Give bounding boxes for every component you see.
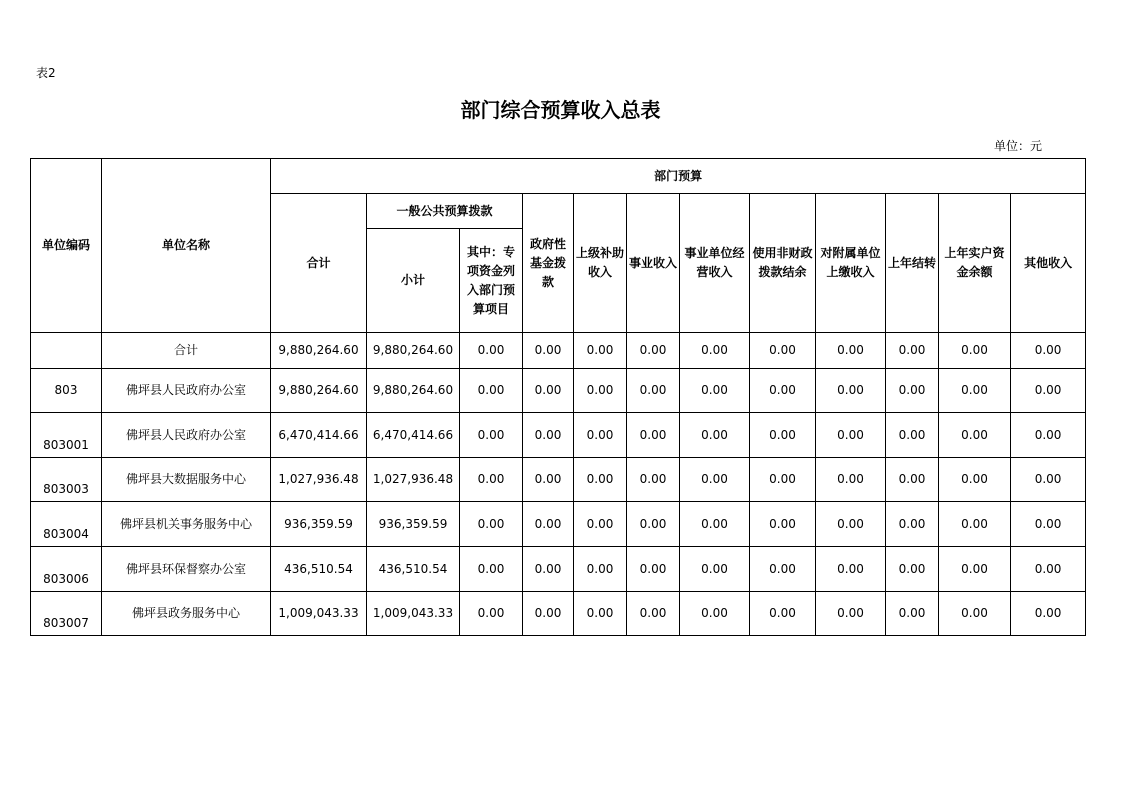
cell-business: 0.00	[627, 413, 680, 458]
cell-subtotal: 9,880,264.60	[367, 369, 460, 413]
cell-special: 0.00	[460, 502, 523, 547]
cell-unit-name: 佛坪县人民政府办公室	[102, 413, 271, 458]
header-last-year-carryover: 上年结转	[886, 194, 939, 333]
cell-carryover: 0.00	[886, 369, 939, 413]
cell-total: 1,027,936.48	[271, 458, 367, 502]
cell-carryover: 0.00	[886, 547, 939, 592]
cell-other: 0.00	[1011, 547, 1086, 592]
table-row	[31, 458, 1086, 502]
cell-business: 0.00	[627, 333, 680, 369]
header-affiliated-payment: 对附属单位上缴收入	[816, 194, 886, 333]
cell-superior: 0.00	[574, 458, 627, 502]
cell-superior: 0.00	[574, 333, 627, 369]
table-number: 表2	[36, 66, 56, 80]
table-row	[31, 333, 1086, 369]
cell-operating: 0.00	[680, 502, 750, 547]
table-row	[31, 369, 1086, 413]
cell-unit-code: 803003	[31, 458, 102, 502]
cell-gov-fund: 0.00	[523, 369, 574, 413]
cell-total: 9,880,264.60	[271, 369, 367, 413]
cell-unit-name: 佛坪县政务服务中心	[102, 592, 271, 636]
header-general-budget: 一般公共预算拨款	[367, 194, 523, 229]
cell-unit-name: 佛坪县环保督察办公室	[102, 547, 271, 592]
header-dept-budget: 部门预算	[271, 159, 1086, 194]
cell-gov-fund: 0.00	[523, 458, 574, 502]
cell-affiliated: 0.00	[816, 502, 886, 547]
cell-unit-code	[31, 333, 102, 369]
cell-other: 0.00	[1011, 369, 1086, 413]
cell-other: 0.00	[1011, 413, 1086, 458]
table-row	[31, 592, 1086, 636]
header-other-income: 其他收入	[1011, 194, 1086, 333]
cell-total: 436,510.54	[271, 547, 367, 592]
cell-non-fiscal: 0.00	[750, 547, 816, 592]
cell-carryover: 0.00	[886, 592, 939, 636]
cell-subtotal: 6,470,414.66	[367, 413, 460, 458]
table-row	[31, 547, 1086, 592]
cell-affiliated: 0.00	[816, 592, 886, 636]
cell-superior: 0.00	[574, 502, 627, 547]
cell-balance: 0.00	[939, 502, 1011, 547]
cell-superior: 0.00	[574, 592, 627, 636]
cell-affiliated: 0.00	[816, 413, 886, 458]
cell-affiliated: 0.00	[816, 369, 886, 413]
cell-business: 0.00	[627, 502, 680, 547]
cell-total: 1,009,043.33	[271, 592, 367, 636]
cell-carryover: 0.00	[886, 502, 939, 547]
cell-operating: 0.00	[680, 333, 750, 369]
cell-unit-code: 803007	[31, 592, 102, 636]
cell-non-fiscal: 0.00	[750, 413, 816, 458]
cell-balance: 0.00	[939, 458, 1011, 502]
cell-unit-name: 合计	[102, 333, 271, 369]
cell-unit-code: 803006	[31, 547, 102, 592]
unit-label: 单位：元	[994, 139, 1043, 153]
cell-affiliated: 0.00	[816, 333, 886, 369]
cell-business: 0.00	[627, 592, 680, 636]
budget-income-table	[30, 158, 1086, 636]
cell-business: 0.00	[627, 547, 680, 592]
cell-balance: 0.00	[939, 592, 1011, 636]
cell-other: 0.00	[1011, 458, 1086, 502]
cell-other: 0.00	[1011, 502, 1086, 547]
cell-subtotal: 436,510.54	[367, 547, 460, 592]
table-row	[31, 413, 1086, 458]
header-superior-subsidy: 上级补助收入	[574, 194, 627, 333]
cell-business: 0.00	[627, 458, 680, 502]
cell-gov-fund: 0.00	[523, 502, 574, 547]
header-business-operating: 事业单位经营收入	[680, 194, 750, 333]
cell-special: 0.00	[460, 333, 523, 369]
cell-superior: 0.00	[574, 547, 627, 592]
cell-other: 0.00	[1011, 333, 1086, 369]
cell-unit-name: 佛坪县机关事务服务中心	[102, 502, 271, 547]
cell-special: 0.00	[460, 369, 523, 413]
header-business-income: 事业收入	[627, 194, 680, 333]
cell-unit-code: 803	[31, 369, 102, 413]
page-title: 部门综合预算收入总表	[460, 98, 661, 122]
cell-carryover: 0.00	[886, 333, 939, 369]
cell-balance: 0.00	[939, 333, 1011, 369]
cell-non-fiscal: 0.00	[750, 502, 816, 547]
cell-carryover: 0.00	[886, 458, 939, 502]
cell-operating: 0.00	[680, 369, 750, 413]
cell-operating: 0.00	[680, 592, 750, 636]
cell-special: 0.00	[460, 547, 523, 592]
cell-subtotal: 1,009,043.33	[367, 592, 460, 636]
cell-unit-name: 佛坪县人民政府办公室	[102, 369, 271, 413]
cell-affiliated: 0.00	[816, 547, 886, 592]
header-gov-fund: 政府性基金拨款	[523, 194, 574, 333]
cell-unit-name: 佛坪县大数据服务中心	[102, 458, 271, 502]
cell-operating: 0.00	[680, 413, 750, 458]
header-unit-code: 单位编码	[31, 159, 102, 333]
cell-superior: 0.00	[574, 369, 627, 413]
header-special-fund: 其中：专项资金列入部门预算项目	[460, 229, 523, 333]
cell-unit-code: 803001	[31, 413, 102, 458]
cell-gov-fund: 0.00	[523, 592, 574, 636]
cell-total: 9,880,264.60	[271, 333, 367, 369]
cell-special: 0.00	[460, 413, 523, 458]
cell-non-fiscal: 0.00	[750, 369, 816, 413]
cell-special: 0.00	[460, 592, 523, 636]
cell-total: 936,359.59	[271, 502, 367, 547]
cell-affiliated: 0.00	[816, 458, 886, 502]
cell-non-fiscal: 0.00	[750, 592, 816, 636]
cell-balance: 0.00	[939, 369, 1011, 413]
cell-superior: 0.00	[574, 413, 627, 458]
cell-total: 6,470,414.66	[271, 413, 367, 458]
cell-gov-fund: 0.00	[523, 413, 574, 458]
cell-operating: 0.00	[680, 547, 750, 592]
cell-balance: 0.00	[939, 547, 1011, 592]
cell-gov-fund: 0.00	[523, 547, 574, 592]
header-unit-name: 单位名称	[102, 159, 271, 333]
cell-carryover: 0.00	[886, 413, 939, 458]
header-total: 合计	[271, 194, 367, 333]
cell-subtotal: 1,027,936.48	[367, 458, 460, 502]
table-row	[31, 502, 1086, 547]
cell-subtotal: 9,880,264.60	[367, 333, 460, 369]
header-last-year-balance: 上年实户资金余额	[939, 194, 1011, 333]
cell-special: 0.00	[460, 458, 523, 502]
cell-other: 0.00	[1011, 592, 1086, 636]
cell-business: 0.00	[627, 369, 680, 413]
cell-operating: 0.00	[680, 458, 750, 502]
cell-subtotal: 936,359.59	[367, 502, 460, 547]
header-subtotal: 小计	[367, 229, 460, 333]
cell-gov-fund: 0.00	[523, 333, 574, 369]
cell-non-fiscal: 0.00	[750, 333, 816, 369]
header-non-fiscal-balance: 使用非财政拨款结余	[750, 194, 816, 333]
cell-unit-code: 803004	[31, 502, 102, 547]
cell-non-fiscal: 0.00	[750, 458, 816, 502]
cell-balance: 0.00	[939, 413, 1011, 458]
